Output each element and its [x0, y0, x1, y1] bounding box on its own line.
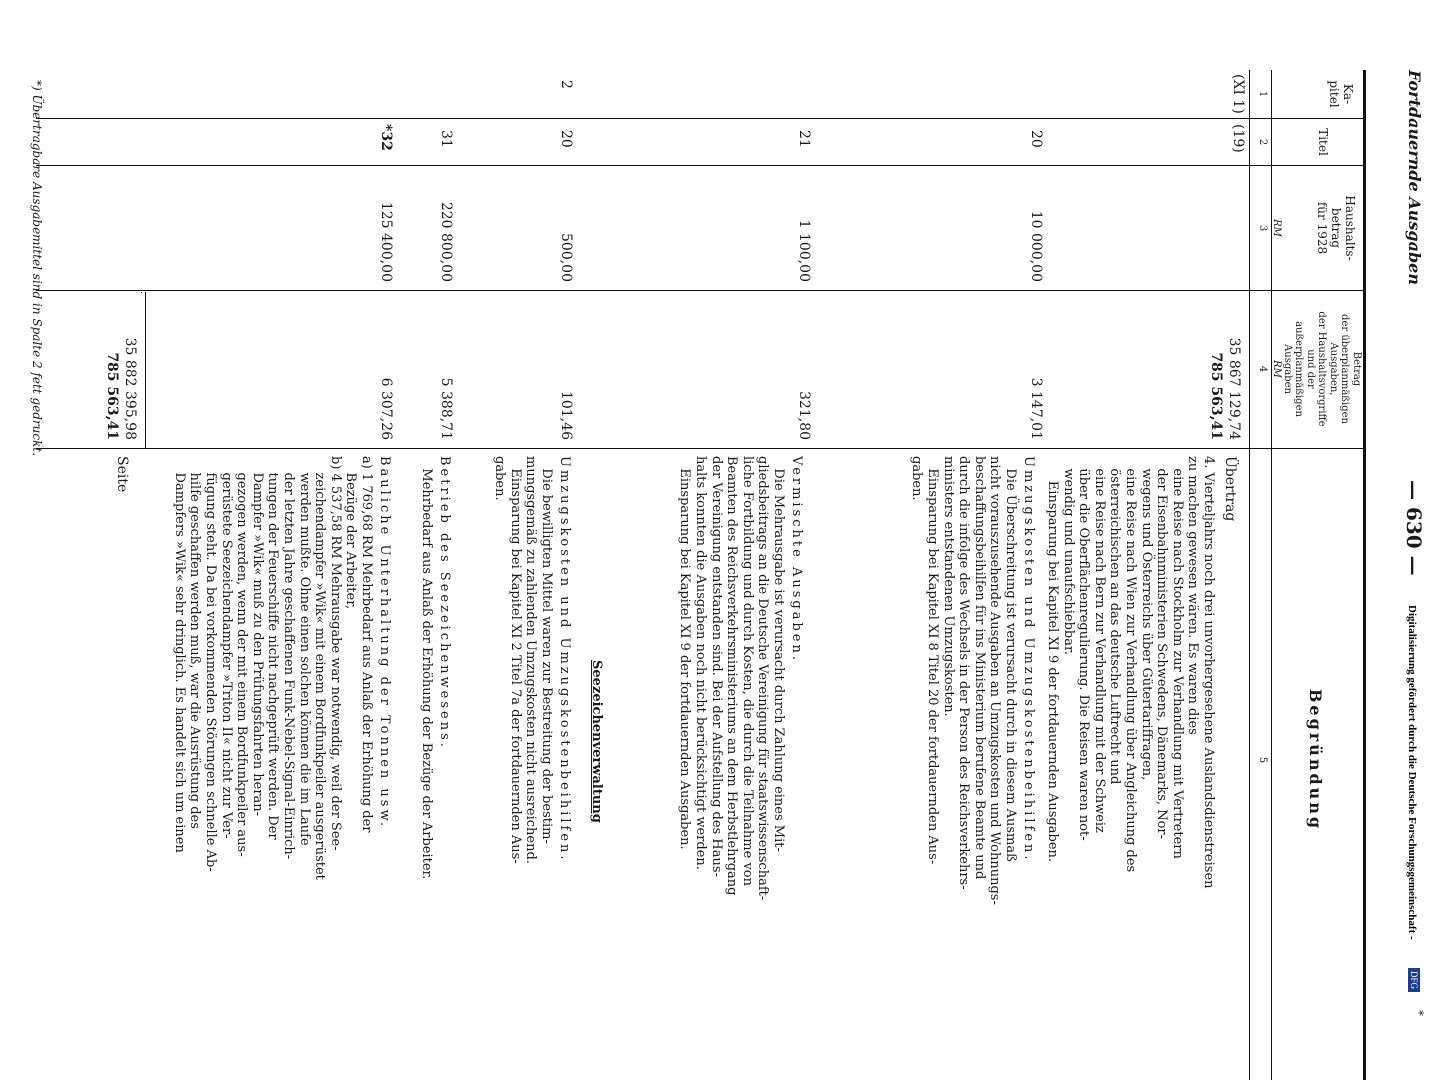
col-number-1: 1: [1257, 90, 1268, 98]
sum-line: [145, 292, 146, 448]
col-number-4: 4: [1257, 365, 1268, 373]
table-row-titel: *32: [378, 124, 394, 151]
paragraph-vermischte-ausgaben: Die Mehrausgabe ist verursacht durch Zahlung eines Mit- gliedsbeitrags an die Deutsche Vereinigung für staatswissenschaft- liche Fortbildung und durch Kosten, die durch die Teilnahme von Beamten des Reichsverkehrsministeriums an dem Herbstlehrgang der Vereinigung entstanden sind. Bei der Aufstellung des Haus- halts konnten die Ausgaben noch nicht berücksichtigt werden. Einsparung bei Kapitel XI 9 der fortdauernden Ausgaben.: [677, 456, 786, 901]
col-divider-3: [36, 290, 1366, 291]
paragraph-bauliche-unterhaltung: a) 1 769,68 RM Mehrbedarf aus Anlaß der Erhöhung der Bezüge der Arbeiter, b) 4 537,58 RM Mehrausgabe war notwendig, weil der See- zeichendampfer »Wik« mit einem Bordfunkpeiler ausgerüstet werden mußte. Ohne einen solchen können die im Laufe der letzten Jahre geschaffenen Funk-Nebel-Signal-Einrich- tungen der Feuerschiffe nicht nachgeprüft werden. Der Dampfer »Wik« muß zu den Prüfungsfahrten heran- gezogen werden, wenn der mit einem Bordfunkpeiler aus- gerüstete Seezeichendampfer »Triton II« nicht zur Ver- fügung steht. Da bei vorkommenden Störungen schnelle Ab- hilfe geschaffen werden muß, war die Ausrüstung des Dampfers »Wik« sehr dringlich. Es handelt sich um einen: [171, 456, 374, 880]
page-number: — 630 —: [1402, 480, 1426, 576]
col-head-kapitel: Ka- pitel: [1327, 80, 1355, 108]
heading-umzugskosten-2: Umzugskosten und Umzugskostenbeihilfen.: [557, 456, 572, 863]
carry-over-label: Übertrag: [1222, 456, 1238, 522]
carry-over-value-a: 35 867 129,74: [1226, 337, 1242, 440]
col-number-2: 2: [1257, 138, 1268, 146]
table-row-titel: (19): [1230, 124, 1246, 153]
unit-rm-col3: RM: [1271, 219, 1282, 237]
table-head-rule-2: [1249, 70, 1250, 1080]
paragraph-umzugskosten-2: Die bewilligten Mittel waren zur Bestreitung der bestim- mungsgemäß zu zahlenden Umzugskosten nicht ausreichend. Einsparung bei Kapitel XI 2 Titel 7a der fortdauernden Aus- gaben.: [492, 456, 554, 864]
heading-betrieb-seezeichenwesen: Betrieb des Seezeichenwesens.: [437, 456, 452, 750]
col-head-haushaltsbetrag: Haushalts- betrag für 1928: [1315, 195, 1357, 261]
sum-label: Seite: [114, 456, 130, 493]
sum-value-b: 785 563,41: [104, 352, 120, 440]
footnote: *) Übertragbare Ausgabemittel sind in Spalte 2 fett gedruckt.: [30, 80, 44, 457]
paragraph-intro: 4. Vierteljahrs noch drei unvorhergesehene Auslandsdienstreisen zu machen gewesen wären. Es waren dies eine Reise nach Stockholm zur Verhandlung mit Vertretern der Eisenbahnministerien Schwedens, Dänemarks, Nor- wegens und Österreichs über Gütertariffragen, eine Reise nach Wien zur Verhandlung über Angleichung des österreichischen an das deutsche Luftrecht und eine Reise nach Bern zur Verhandlung mit der Schweiz über die Oberflächenregulierung. Die Reisen waren not- wendig und unaufschiebbar. Einsparung bei Kapitel XI 9 der fortdauernden Ausgaben.: [1045, 456, 1216, 889]
table-row-ueber: 5 388,71: [438, 377, 454, 440]
table-row-ueber: 101,46: [558, 391, 574, 440]
col-head-titel: Titel: [1316, 128, 1330, 156]
col-number-3: 3: [1257, 224, 1268, 232]
table-row-ueber: 6 307,26: [378, 377, 394, 440]
col-number-5: 5: [1257, 756, 1268, 764]
table-row-betrag: 10 000,00: [1028, 210, 1044, 282]
kapitel-value: (XI 1): [1230, 74, 1246, 114]
table-top-rule: [1363, 70, 1366, 1080]
unit-rm-col4: RM: [1271, 360, 1282, 378]
table-row-betrag: 220 800,00: [438, 201, 454, 282]
carry-over-value-b: 785 563,41: [1208, 352, 1224, 440]
table-row-betrag: 1 100,00: [796, 219, 812, 282]
table-row-titel: 20: [558, 130, 574, 148]
dfg-logo: DFG: [1408, 968, 1420, 992]
table-row-betrag: 500,00: [558, 233, 574, 282]
sum-value-a: 35 882 395,98: [122, 337, 138, 440]
table-row-titel: 31: [438, 130, 454, 148]
table-row-ueber: 3 147,01: [1028, 377, 1044, 440]
heading-seezeichenverwaltung: Seezeichenverwaltung: [589, 660, 604, 823]
header-mark: *: [1412, 1010, 1426, 1016]
digitization-note: Digitalisierung gefördert durch die Deutsche Forschungsgemeinschaft -: [1406, 605, 1418, 940]
paragraph-umzugskosten-1: Die Überschreitung ist verursacht durch in diesem Ausmaß nicht vorauszusehende Ausgaben an Umzugskosten und Wohnungs- beschaffungsbeihilfen für ins Ministerium berufene Beamte und durch die infolge des Wechsels in der Person des Reichsverkehrs- ministers entstandenen Umzugskosten. Einsparung bei Kapitel XI 8 Titel 20 der fortdauernden Aus- gaben.: [909, 456, 1018, 905]
heading-bauliche-unterhaltung: Bauliche Unterhaltung der Tonnen usw.: [377, 456, 392, 830]
col-divider-1: [36, 118, 1366, 119]
table-row-titel: 20: [1028, 130, 1044, 148]
col-head-begruendung: Begründung: [1306, 688, 1325, 832]
col-divider-2: [36, 165, 1366, 166]
sum-rule: [141, 292, 142, 293]
table-row-ueber: 321,80: [796, 391, 812, 440]
kapitel-2-value: 2: [558, 80, 574, 89]
col-divider-4: [36, 448, 1366, 449]
heading-umzugskosten-1: Umzugskosten und Umzugskostenbeihilfen.: [1021, 456, 1036, 863]
table-row-titel: 21: [796, 130, 812, 148]
col-head-ueberplanmaessig: Betrag der überplanmäßigen Ausgaben, der Haushaltsvorgriffe und der außerplanmäßigen Ausgaben: [1282, 311, 1362, 427]
paragraph-betrieb-seezeichenwesen: Mehrbedarf aus Anlaß der Erhöhung der Bezüge der Arbeiter.: [419, 456, 434, 880]
header-title: Fortdauernde Ausgaben: [1405, 70, 1424, 285]
table-row-betrag: 125 400,00: [378, 201, 394, 282]
heading-vermischte-ausgaben: Vermischte Ausgaben.: [789, 456, 804, 663]
